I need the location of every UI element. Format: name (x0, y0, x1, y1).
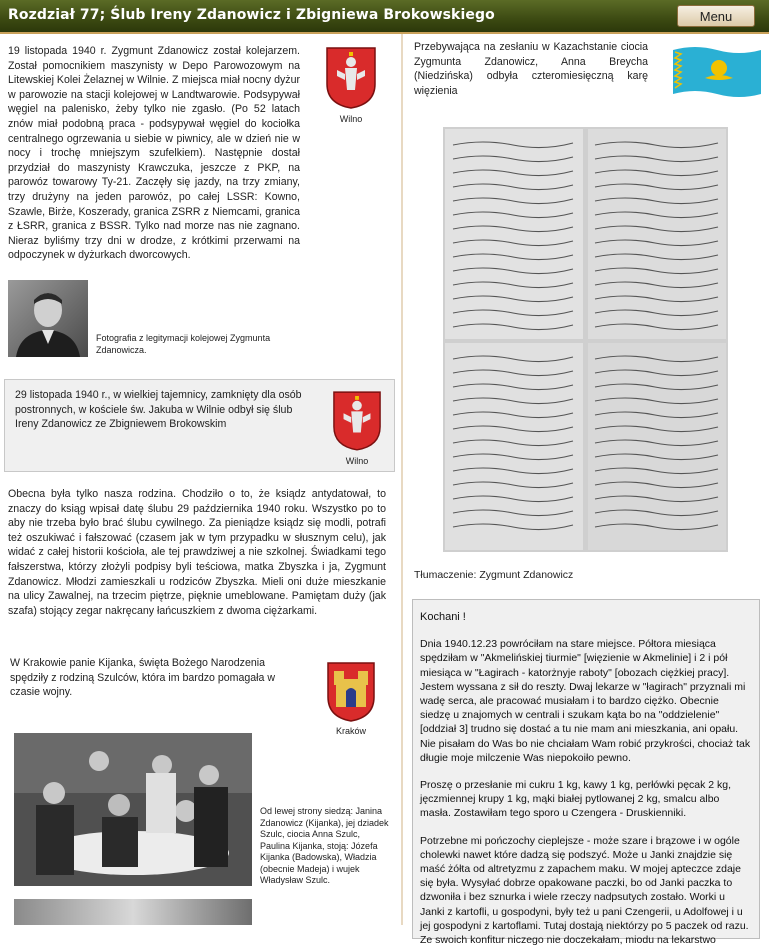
letter-translation-box (412, 599, 760, 947)
wedding-text: 29 listopada 1940 r., w wielkiej tajemnicy, zamknięty dla osób postronnych, w kościele św. Jakuba w Wilnie odbył się ślub Ireny Zdanowicz ze Zbigniewem Brokowskim (15, 389, 302, 431)
crest-caption-krakow: Kraków (335, 726, 366, 736)
top-bar (0, 0, 769, 34)
crest-caption-wilno: Wilno (339, 114, 363, 124)
letter-paragraph: Potrzebne mi pończochy cieplejsze - może szare i brązowe i w ogóle cholewki nawet które dadzą się podszyć. Może u Janki znajdzie się maść żółta od altretyzmu z zapachem maku. W mojej apteczce zdaje się była. Wysyłać dobrze opakowane paczki, bo od Janki paczka to dzwoniła i bez sznurka i wiele rzeczy nadpsutych zostało. Worki u Janki z kartofli, u gospodyni, były też u pani Czengerii, u Adolfowej i u jej gospodyni z kartoflami. Tutaj dostają niektórzy po 5 paczek od razu. Ze swoich konfitur niczego nie doczekałam, miodu na lekarstwo (420, 834, 749, 947)
vilnius-crest-icon (332, 390, 382, 452)
family-photo (14, 733, 252, 886)
menu-button[interactable]: Menu (677, 5, 755, 27)
paragraph-ceremony: Obecna była tylko nasza rodzina. Chodziło o to, że ksiądz antydatował, to znaczy do ksiąg wpisał datę ślubu 29 października 1940 roku. Wszystko po to aby nie trzeba było brać ślubu cywilnego. Za pieniądze ksiądz się modli, potrafi też oszukiwać i fałszować (czasem jak w tym przypadku w słusznym celu), jak widać z całej historii kościoła, ale tej prawdziwej a nie szkolnej. Świadkami tego fałszerstwa, którzy złożyli podpisy byli teściowa, matka Zbyszka i ja, Zygmunt Zdanowicz. Młodzi zamieszkali u rodziców Zbyszka. Mieli oni duże mieszkanie na ulicy Zawalnej, na trzecim piętrze, pięknie umeblowane. Pamiętam duży (jak szafa) stojący zegar nakręcany łańcuszkiem z dwoma ciężarkami. (8, 488, 386, 617)
intro-paragraph: Przebywająca na zesłaniu w Kazachstanie ciocia Zygmunta Zdanowicz, Anna Breycha (Niedzińska) odbyła czteromiesięczną karę więzienia (414, 41, 648, 97)
krakow-crest-icon (326, 661, 376, 723)
translation-caption: Tłumaczenie: Zygmunt Zdanowicz (414, 569, 574, 581)
wedding-highlight-box (4, 379, 395, 472)
letter-salutation: Kochani ! (420, 611, 466, 623)
portrait-caption: Fotografia z legitymacji kolejowej Zygmunta Zdanowicza. (96, 333, 271, 355)
paragraph-railway: 19 listopada 1940 r. Zygmunt Zdanowicz został kolejarzem. Został pomocnikiem maszynisty w Depo Parowozowym na Litewskiej Kolei Żelaznej w Wilnie. Z miejsca miał nocny dyżur w parowozie na stacji kolejowej w Landtwarowie. Podsypywał węgiel na palenisko, żeby tylko nie zgasło. (Po 52 latach znów miał podobną praca - podsypywał węgiel do kociołka centralnego ogrzewania u siebie w piwnicy, ale w dzień nie w nocy i trochę mniejszym szufelkiem). Następnie dostał przydział do maszynisty Krawczuka, jeszcze z PKP, na parowóz towarowy Ty-21. Zaczęły się jazdy, na trzy zmiany, trzy drużyny na jeden parowóz, po całej LSSR: Kowno, Szawle, Birże, Koszerady, granica ZSRR z Niemcami, granica z ŁSRR, granica z BSSR. Tylko nad morze nas nie zagnano. Nieraz byliśmy trzy dni w drodze, z krótkimi przerwami na odpoczynek w dyżurkach dworcowych. (8, 45, 300, 262)
letter-paragraph: Proszę o przesłanie mi cukru 1 kg, kawy 1 kg, perłówki pęcak 2 kg, jęczmiennej krupy 1 kg, mąki białej pytlowanej 2 kg, smalcu albo masła. Zostawiłam tego sporo u Czengera - Druskienniki. (420, 779, 732, 820)
paragraph-krakow: W Krakowie panie Kijanka, święta Bożego Narodzenia spędziły z rodziną Szulców, która im bardzo pomagała w czasie wojny. (10, 657, 275, 699)
crest-caption-wilno-2: Wilno (345, 456, 369, 466)
letter-paragraph: Dnia 1940.12.23 powróciłam na stare miejsce. Półtora miesiąca spędziłam w "Akmelińskiej tiurmie" [więzienie w Akmelinie] i 2 i pół miesiąca w "Łagirach - katorżnyje raboty" [obozach ciężkiej pracy]. Jestem wyssana z sił do reszty. Dwaj lekarze w "łagirach" przyznali mi wadę serca, ale pracować musiałam i to bardzo ciężko. Obecnie siedzę u znajomych w centrali i szukam kąta bo na "oddzielenie" [oddział 3] trudno się dostać a tu nie mam ani mieszkania, ani opału. Nie pisałam do Was bo nie chciałam Wam robić przykrości, chociaż tak długie moje milczenie Was niepokoiło pewno. (420, 638, 751, 764)
vilnius-crest-icon (325, 46, 377, 110)
letter-scan (443, 127, 728, 552)
column-divider (401, 34, 403, 925)
second-photo (14, 899, 252, 925)
family-photo-caption: Od lewej strony siedzą: Janina Zdanowicz (Kijanka), jej dziadek Szulc, ciocia Anna Szulc, Paulina Kijanka, stoją: Józefa Kijanka (Badowska), Władzia (obecnie Madeja) i wujek Władysław Szulc. (260, 806, 389, 885)
kazakhstan-flag-icon (671, 44, 763, 100)
page-title: Rozdział 77; Ślub Ireny Zdanowicz i Zbigniewa Brokowskiego (8, 7, 495, 23)
portrait-photo (8, 280, 88, 357)
